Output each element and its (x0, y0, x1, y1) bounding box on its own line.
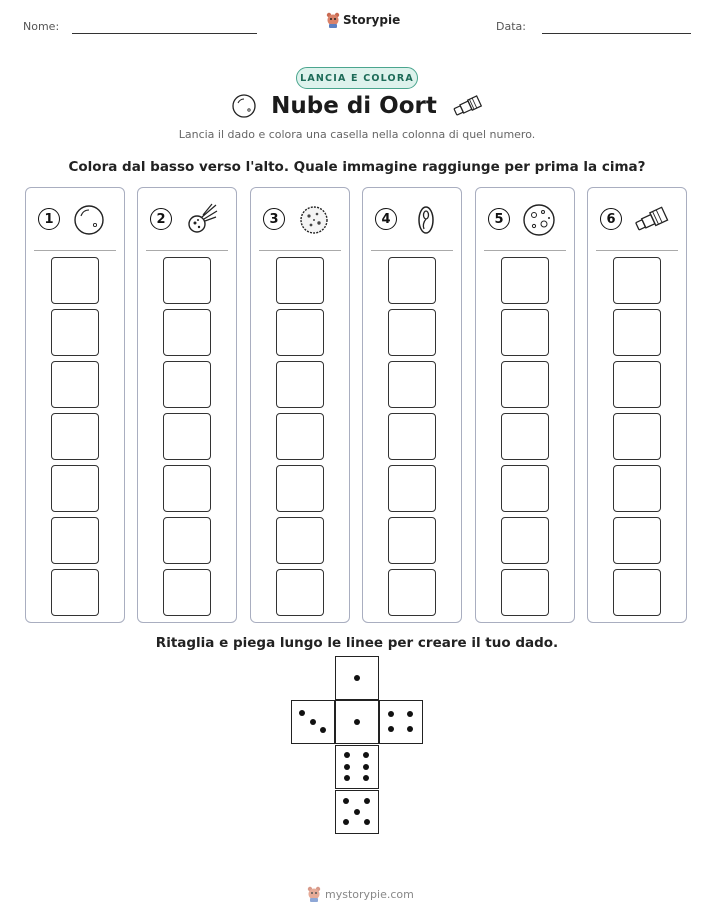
page-title: Nube di Oort (271, 93, 437, 119)
color-box[interactable] (501, 361, 549, 408)
column-2 (137, 187, 237, 623)
dice-pip (363, 764, 369, 770)
color-box[interactable] (51, 517, 99, 564)
dice-pip (344, 764, 350, 770)
color-box[interactable] (276, 569, 324, 616)
column-divider (371, 250, 453, 251)
date-line[interactable] (542, 33, 691, 34)
title-row (0, 93, 714, 119)
color-box[interactable] (613, 361, 661, 408)
color-box[interactable] (613, 517, 661, 564)
column-divider (259, 250, 341, 251)
column-divider (596, 250, 678, 251)
dice-pip (310, 719, 316, 725)
dice-pip (388, 711, 394, 717)
column-number: 2 (150, 208, 172, 230)
column-4 (362, 187, 462, 623)
color-box[interactable] (388, 413, 436, 460)
comet-icon (183, 202, 219, 238)
dice-pip (364, 798, 370, 804)
color-box[interactable] (163, 465, 211, 512)
color-box[interactable] (51, 569, 99, 616)
dice-pip (388, 726, 394, 732)
dice-pip (343, 798, 349, 804)
telescope-icon (451, 93, 483, 119)
dice-pip (354, 719, 360, 725)
color-box[interactable] (51, 465, 99, 512)
column-divider (34, 250, 116, 251)
color-box[interactable] (51, 413, 99, 460)
color-box[interactable] (276, 465, 324, 512)
column-divider (484, 250, 566, 251)
dice-pip (407, 711, 413, 717)
bubble-icon (71, 202, 107, 238)
column-divider (146, 250, 228, 251)
color-box[interactable] (276, 517, 324, 564)
color-box[interactable] (501, 309, 549, 356)
column-number: 3 (263, 208, 285, 230)
color-box[interactable] (388, 465, 436, 512)
color-box[interactable] (501, 517, 549, 564)
color-box[interactable] (501, 413, 549, 460)
dice-pip (364, 819, 370, 825)
color-box[interactable] (388, 517, 436, 564)
dice-face-6 (335, 745, 379, 789)
column-number: 1 (38, 208, 60, 230)
storypie-mascot-icon (326, 12, 340, 28)
color-box[interactable] (163, 361, 211, 408)
footer (307, 886, 414, 902)
color-box[interactable] (51, 309, 99, 356)
color-box[interactable] (163, 257, 211, 304)
brand-logo (326, 12, 400, 28)
dice-pip (354, 675, 360, 681)
cut-instruction: Ritaglia e piega lungo le linee per creare il tuo dado. (155, 635, 559, 651)
activity-badge: LANCIA E COLORA (296, 67, 418, 89)
color-box[interactable] (163, 517, 211, 564)
column-number: 5 (488, 208, 510, 230)
color-box[interactable] (501, 569, 549, 616)
color-box[interactable] (388, 569, 436, 616)
color-box[interactable] (276, 413, 324, 460)
color-box[interactable] (613, 413, 661, 460)
lasso-icon (408, 202, 444, 238)
color-box[interactable] (613, 569, 661, 616)
column-number: 4 (375, 208, 397, 230)
instruction: Colora dal basso verso l'alto. Quale immagine raggiunge per prima la cima? (68, 159, 646, 175)
column-1 (25, 187, 125, 623)
brand-name: Storypie (343, 13, 401, 27)
color-box[interactable] (163, 309, 211, 356)
storypie-mascot-icon (307, 886, 321, 902)
color-box[interactable] (388, 257, 436, 304)
column-6 (587, 187, 687, 623)
dice-face-5 (335, 790, 379, 834)
color-box[interactable] (388, 361, 436, 408)
asteroid-icon (296, 202, 332, 238)
color-box[interactable] (501, 465, 549, 512)
dice-face-3 (291, 700, 335, 744)
color-box[interactable] (51, 257, 99, 304)
name-line[interactable] (72, 33, 257, 34)
color-box[interactable] (163, 413, 211, 460)
dice-pip (344, 752, 350, 758)
footer-url[interactable]: mystorypie.com (325, 887, 414, 901)
bubble-icon (231, 93, 257, 119)
dice-pip (354, 809, 360, 815)
column-number: 6 (600, 208, 622, 230)
dice-face-1 (335, 700, 379, 744)
color-box[interactable] (276, 361, 324, 408)
dice-face-1 (335, 656, 379, 700)
color-box[interactable] (613, 309, 661, 356)
color-box[interactable] (501, 257, 549, 304)
dice-pip (344, 775, 350, 781)
dice-pip (320, 727, 326, 733)
column-5 (475, 187, 575, 623)
color-box[interactable] (613, 257, 661, 304)
color-box[interactable] (276, 309, 324, 356)
dice-pip (363, 775, 369, 781)
dice-pip (363, 752, 369, 758)
color-box[interactable] (276, 257, 324, 304)
dice-pip (407, 726, 413, 732)
column-3 (250, 187, 350, 623)
telescope-icon (633, 202, 669, 238)
dice-pip (343, 819, 349, 825)
dice-face-4 (379, 700, 423, 744)
color-box[interactable] (388, 309, 436, 356)
dice-pip (299, 710, 305, 716)
subtitle: Lancia il dado e colora una casella nella colonna di quel numero. (178, 128, 536, 141)
date-label: Data: (496, 20, 526, 33)
color-box[interactable] (613, 465, 661, 512)
color-box[interactable] (51, 361, 99, 408)
color-box[interactable] (163, 569, 211, 616)
name-label: Nome: (23, 20, 60, 33)
moon-icon (521, 202, 557, 238)
